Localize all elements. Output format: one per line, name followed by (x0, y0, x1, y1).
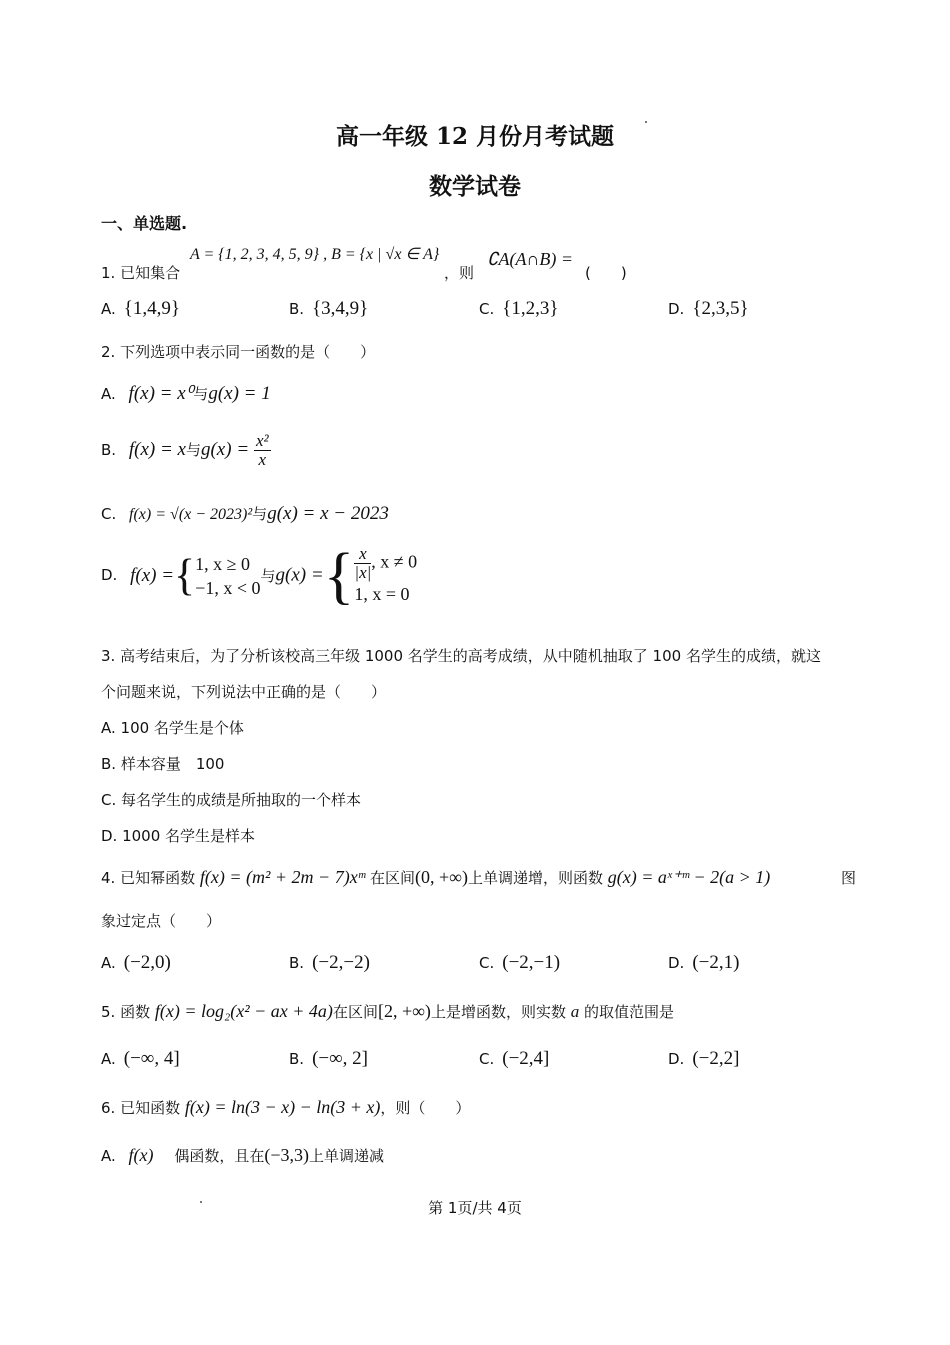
question-1-stem: 1. 已知集合 (101, 264, 181, 282)
question-3-option-c[interactable]: C. 每名学生的成绩是所抽取的一个样本 (101, 791, 362, 809)
question-1-then: ，则 (444, 264, 475, 282)
question-1-set-expr: A = {1, 2, 3, 4, 5, 9} , B = {x | √x ∈ A} (190, 246, 440, 263)
question-2-option-a[interactable]: A. f(x) = x⁰与g(x) = 1 (101, 383, 271, 404)
question-4-option-b[interactable]: B. (−2,−2) (289, 952, 370, 973)
question-1-option-a[interactable]: A. {1,4,9} (101, 298, 181, 319)
question-5-option-d[interactable]: D. (−2,2] (668, 1048, 740, 1069)
question-5-option-c[interactable]: C. (−2,4] (479, 1048, 550, 1069)
fraction: $\frac{\text{x²}}{x}$ (255, 431, 269, 469)
question-2-option-b[interactable]: B. f(x) = x与g(x) = $\frac{\text{x²}}{x}$ (101, 431, 269, 469)
question-6-option-a[interactable]: A. f(x) 偶函数，且在(−3,3)上单调递减 (101, 1145, 384, 1165)
page-subtitle: 数学试卷 (429, 173, 521, 200)
speck (645, 121, 647, 123)
question-4-stem: 4. 已知幂函数 f(x) = (m² + 2m − 7)xᵐ 在区间(0, +∞)上单调递增，则函数 g(x) = aˣ⁺ᵐ − 2(a > 1) (101, 867, 771, 887)
question-5-option-a[interactable]: A. (−∞, 4] (101, 1048, 180, 1069)
question-3-line-2: 个问题来说，下列说法中正确的是（ ） (101, 683, 387, 701)
question-3-option-d[interactable]: D. 1000 名学生是样本 (101, 827, 256, 845)
question-6-stem: 6. 已知函数 f(x) = ln(3 − x) − ln(3 + x)，则（ ） (101, 1097, 471, 1117)
question-1-option-c[interactable]: C. {1,2,3} (479, 298, 559, 319)
speck (200, 1201, 202, 1203)
question-3-option-a[interactable]: A. 100 名学生是个体 (101, 719, 244, 737)
question-2-option-c[interactable]: C. f(x) = √(x − 2023)²与g(x) = x − 2023 (101, 503, 389, 524)
question-5-option-b[interactable]: B. (−∞, 2] (289, 1048, 368, 1069)
question-2-stem: 2. 下列选项中表示同一函数的是（ ） (101, 343, 376, 361)
question-4-option-c[interactable]: C. (−2,−1) (479, 952, 561, 973)
left-brace: { (323, 539, 355, 611)
piecewise-f: 1, x ≥ 0 −1, x < 0 (195, 553, 261, 598)
question-3-option-b[interactable]: B. 样本容量 100 (101, 755, 225, 773)
piecewise-g: $\frac{x}{|x|}$ , x ≠ 0 1, x = 0 (354, 544, 418, 604)
question-1-expr: ∁A(A∩B) = (487, 249, 574, 269)
section-heading: 一、单选题. (101, 214, 188, 233)
page-title: 高一年级 12 月份月考试题 (335, 123, 615, 150)
page-footer: 第 1页/共 4页 (428, 1199, 522, 1217)
question-4-option-d[interactable]: D. (−2,1) (668, 952, 740, 973)
question-5-stem: 5. 函数 f(x) = log₂(x² − ax + 4a)在区间[2, +∞)上是增函数，则实数 a 的取值范围是 (101, 1001, 675, 1021)
question-3-line-1: 3. 高考结束后，为了分析该校高三年级 1000 名学生的高考成绩，从中随机抽取了 100 名学生的成绩，就这 (101, 647, 821, 665)
question-2-option-d[interactable]: D. f(x) ={ 1, x ≥ 0 −1, x < 0 与g(x) ={ $\frac{x}{|x|}$ , x ≠ 0 1, x = 0 (101, 539, 418, 611)
left-brace: { (174, 550, 196, 600)
question-1-paren: ( ) (585, 264, 627, 282)
question-4-line-2: 象过定点（ ） (101, 912, 222, 930)
question-4-tail: 图 (841, 869, 857, 887)
question-1-option-b[interactable]: B. {3,4,9} (289, 298, 369, 319)
question-4-option-a[interactable]: A. (−2,0) (101, 952, 171, 973)
question-1-option-d[interactable]: D. {2,3,5} (668, 298, 749, 319)
